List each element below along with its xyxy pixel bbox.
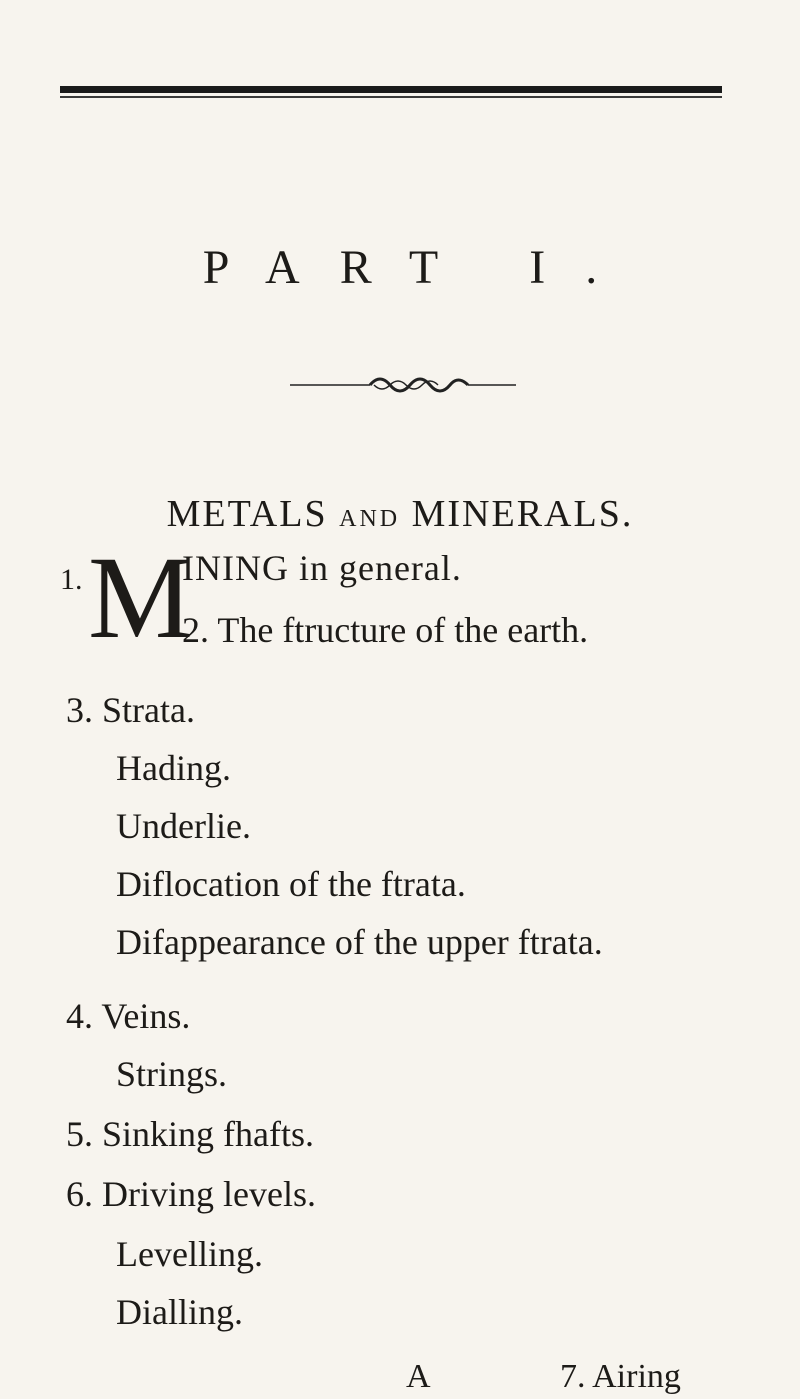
section-title-word-minerals: MINERALS.: [411, 493, 634, 535]
top-thin-rule: [60, 96, 722, 98]
item4-text: 4. Veins.: [66, 996, 191, 1036]
item6-sub-dialling: Dialling.: [116, 1292, 243, 1332]
item3-text: 3. Strata.: [66, 690, 195, 730]
section-title-word-metals: METALS: [166, 493, 328, 535]
part-title: PART I.: [202, 241, 638, 294]
item3-sub-hading: Hading.: [116, 748, 231, 788]
item1-number: 1.: [60, 563, 83, 596]
catchword: 7. Airing: [560, 1358, 681, 1395]
item2-text: 2. The ftructure of the earth.: [182, 610, 589, 650]
item3-sub-dislocation: Diflocation of the ftrata.: [116, 864, 466, 904]
item4-sub-strings: Strings.: [116, 1054, 228, 1094]
drop-cap-letter: M: [88, 532, 193, 663]
top-thick-rule: [60, 86, 722, 93]
signature-mark: A: [406, 1358, 431, 1395]
item6-sub-levelling: Levelling.: [116, 1234, 263, 1274]
ornamental-scroll-divider-icon: [290, 372, 516, 398]
item3-sub-underlie: Underlie.: [116, 806, 251, 846]
item6-text: 6. Driving levels.: [66, 1174, 316, 1214]
item5-text: 5. Sinking fhafts.: [66, 1114, 314, 1154]
section-title-word-and: AND: [339, 506, 401, 532]
item3-sub-disappearance: Difappearance of the upper ftrata.: [116, 922, 603, 962]
item1-text: INING in general.: [182, 548, 462, 588]
